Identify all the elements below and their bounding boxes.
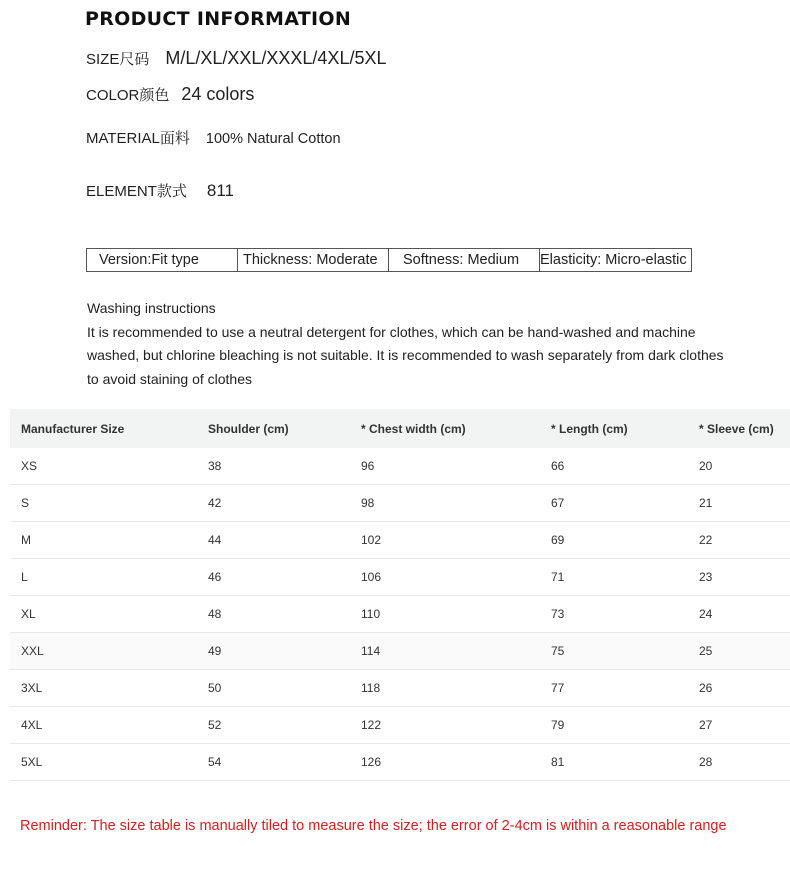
cell-chest: 98 <box>361 485 551 522</box>
size-reminder-note: Reminder: The size table is manually tiled to measure the size; the error of 2-4cm is within a reasonable range <box>20 818 727 834</box>
cell-length: 67 <box>551 485 699 522</box>
cell-chest: 96 <box>361 448 551 485</box>
spec-element-label: ELEMENT款式 <box>86 183 187 200</box>
cell-shoulder: 46 <box>208 559 361 596</box>
attribute-thickness: Thickness: Moderate <box>238 249 389 271</box>
cell-length: 77 <box>551 670 699 707</box>
table-row <box>10 485 790 522</box>
cell-sleeve: 25 <box>699 633 790 670</box>
cell-size: L <box>10 559 208 596</box>
cell-shoulder: 49 <box>208 633 361 670</box>
column-header-size: Manufacturer Size <box>10 409 208 448</box>
cell-chest: 114 <box>361 633 551 670</box>
cell-length: 73 <box>551 596 699 633</box>
cell-chest: 106 <box>361 559 551 596</box>
cell-shoulder: 44 <box>208 522 361 559</box>
cell-length: 66 <box>551 448 699 485</box>
column-header-length: * Length (cm) <box>551 409 699 448</box>
cell-shoulder: 38 <box>208 448 361 485</box>
table-row <box>10 707 790 744</box>
cell-size: S <box>10 485 208 522</box>
column-header-sleeve: * Sleeve (cm) <box>699 409 790 448</box>
washing-instructions <box>87 297 757 391</box>
table-row <box>10 522 790 559</box>
cell-size: 3XL <box>10 670 208 707</box>
cell-chest: 122 <box>361 707 551 744</box>
spec-color-label: COLOR颜色 <box>86 87 170 104</box>
cell-chest: 118 <box>361 670 551 707</box>
spec-color <box>86 84 254 105</box>
spec-material-label: MATERIAL面料 <box>86 130 190 147</box>
washing-heading: Washing instructions <box>87 300 216 316</box>
spec-color-value: 24 colors <box>181 84 255 104</box>
attributes-table <box>86 248 692 272</box>
page-title: PRODUCT INFORMATION <box>85 8 352 30</box>
cell-length: 75 <box>551 633 699 670</box>
spec-element <box>86 180 234 201</box>
cell-size: XS <box>10 448 208 485</box>
cell-length: 79 <box>551 707 699 744</box>
spec-element-value: 811 <box>206 181 234 200</box>
cell-size: 5XL <box>10 744 208 781</box>
cell-size: XL <box>10 596 208 633</box>
cell-sleeve: 28 <box>699 744 790 781</box>
cell-shoulder: 54 <box>208 744 361 781</box>
washing-line: to avoid staining of clothes <box>87 370 252 387</box>
cell-size: M <box>10 522 208 559</box>
cell-chest: 110 <box>361 596 551 633</box>
size-chart-header-row <box>10 409 790 448</box>
cell-sleeve: 27 <box>699 707 790 744</box>
spec-material <box>86 127 341 148</box>
attribute-elasticity: Elasticity: Micro-elastic <box>540 252 687 268</box>
cell-sleeve: 26 <box>699 670 790 707</box>
table-row <box>10 596 790 633</box>
cell-shoulder: 48 <box>208 596 361 633</box>
cell-shoulder: 50 <box>208 670 361 707</box>
cell-length: 81 <box>551 744 699 781</box>
cell-length: 71 <box>551 559 699 596</box>
attribute-fit-type: Version:Fit type <box>87 249 238 271</box>
table-row <box>10 670 790 707</box>
column-header-shoulder: Shoulder (cm) <box>208 409 361 448</box>
column-header-chest: * Chest width (cm) <box>361 409 551 448</box>
cell-sleeve: 23 <box>699 559 790 596</box>
cell-size: XXL <box>10 633 208 670</box>
spec-size-value: M/L/XL/XXL/XXXL/4XL/5XL <box>165 48 387 68</box>
cell-sleeve: 22 <box>699 522 790 559</box>
cell-shoulder: 42 <box>208 485 361 522</box>
cell-chest: 126 <box>361 744 551 781</box>
spec-size-label: SIZE尺码 <box>86 51 150 68</box>
cell-chest: 102 <box>361 522 551 559</box>
cell-shoulder: 52 <box>208 707 361 744</box>
table-row <box>10 448 790 485</box>
table-row <box>10 633 790 670</box>
table-row <box>10 744 790 781</box>
cell-size: 4XL <box>10 707 208 744</box>
cell-sleeve: 20 <box>699 448 790 485</box>
attribute-softness: Softness: Medium <box>389 249 540 271</box>
cell-sleeve: 24 <box>699 596 790 633</box>
washing-line: washed, but chlorine bleaching is not suitable. It is recommended to wash separately from dark clothes <box>87 347 724 363</box>
size-chart-table <box>10 409 790 781</box>
spec-size <box>86 48 386 69</box>
washing-line: It is recommended to use a neutral detergent for clothes, which can be hand-washed and machine <box>87 323 696 340</box>
cell-sleeve: 21 <box>699 485 790 522</box>
table-row <box>10 559 790 596</box>
spec-material-value: 100% Natural Cotton <box>205 131 341 147</box>
cell-length: 69 <box>551 522 699 559</box>
